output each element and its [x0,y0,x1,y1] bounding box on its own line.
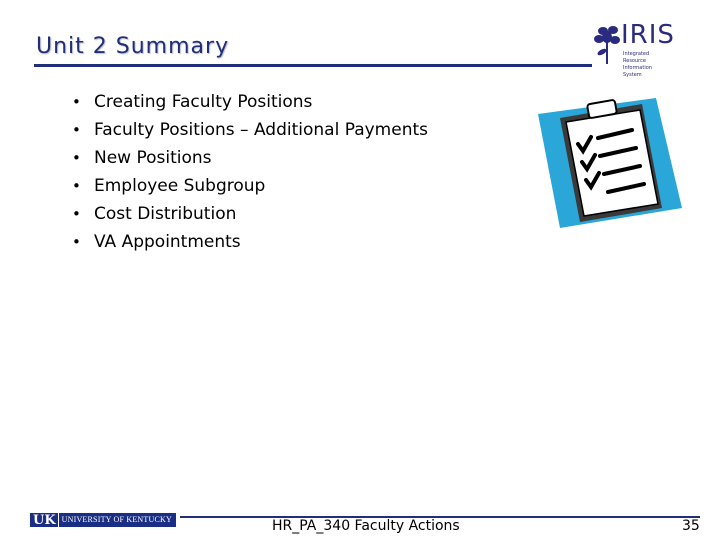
uk-abbr: UK [30,513,58,527]
bullet-icon: • [72,205,81,223]
bullet-icon: • [72,177,81,195]
university-name: UNIVERSITY OF KENTUCKY [58,513,172,527]
bullet-item: • VA Appointments [72,232,241,252]
footer-course-title: HR_PA_340 Faculty Actions [272,518,460,534]
clipboard-checklist-icon [536,96,686,231]
bullet-icon: • [72,121,81,139]
university-logo [30,513,176,527]
bullet-item: • Creating Faculty Positions [72,92,313,112]
bullet-icon: • [72,149,81,167]
flower-icon [594,22,622,66]
bullet-list [72,88,428,256]
title-underline [34,64,592,67]
iris-logo [594,20,675,78]
logo-tagline: Integrated Resource Information System [623,51,652,78]
slide-title: Unit 2 Summary [36,34,230,59]
bullet-item: • Cost Distribution [72,204,237,224]
logo-wordmark: IRIS [621,20,675,50]
bullet-icon: • [72,93,81,111]
bullet-item: • Employee Subgroup [72,176,266,196]
bullet-icon: • [72,233,81,251]
page-number: 35 [682,518,700,534]
bullet-item: • Faculty Positions – Additional Payments [72,120,428,140]
bullet-item: • New Positions [72,148,212,168]
